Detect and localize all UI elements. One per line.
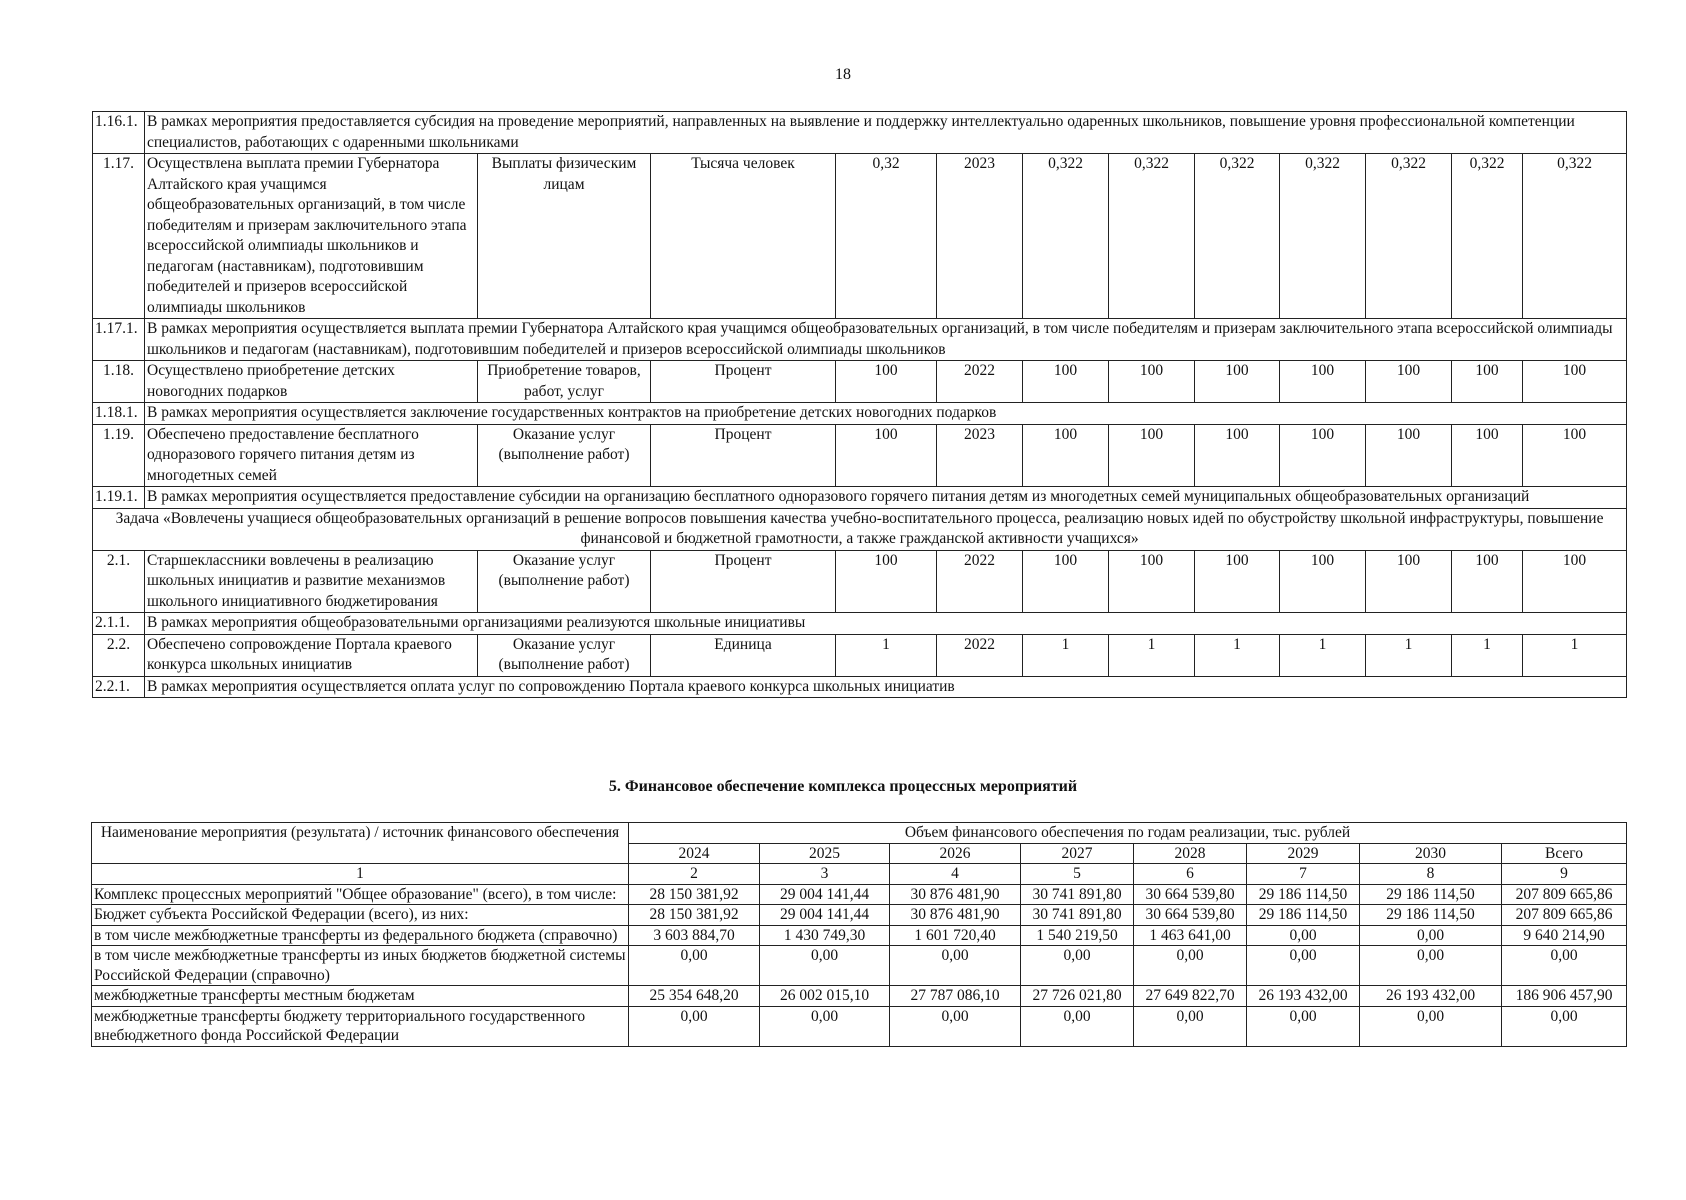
year-header: 2025 [760, 843, 890, 864]
row-number: 2.2. [93, 634, 145, 676]
year-value: 100 [1523, 424, 1627, 487]
total-header: Всего [1502, 843, 1627, 864]
unit-of-measure: Тысяча человек [651, 154, 836, 319]
financing-amount: 28 150 381,92 [629, 905, 760, 926]
unit-of-measure: Единица [651, 634, 836, 676]
measure-description: В рамках мероприятия осуществляется выплата премии Губернатора Алтайского края учащимся общеобразовательных организаций, в том числе победителям и призерам заключительного этапа всероссийской олимпиады школьников и педагогам (наставникам), подготовившим победителей и призеров всероссийской олимпиады школьников [145, 319, 1627, 361]
financing-source: Бюджет субъекта Российской Федерации (всего), из них: [92, 905, 629, 926]
year-value: 0,322 [1195, 154, 1280, 319]
year-value: 100 [1366, 550, 1452, 613]
measure-description-row [93, 403, 1627, 425]
row-number: 1.19. [93, 424, 145, 487]
column-number: 6 [1134, 864, 1247, 885]
year-header: 2030 [1360, 843, 1502, 864]
financing-amount: 27 726 021,80 [1021, 986, 1134, 1007]
year-value: 100 [1452, 550, 1523, 613]
base-year: 2023 [937, 154, 1023, 319]
financing-amount: 30 876 481,90 [890, 905, 1021, 926]
result-name: Обеспечено предоставление бесплатного одноразового горячего питания детям из многодетных семей [145, 424, 478, 487]
financing-source: межбюджетные трансферты местным бюджетам [92, 986, 629, 1007]
financing-amount: 0,00 [629, 1006, 760, 1046]
year-value: 100 [1452, 361, 1523, 403]
measure-description-row [93, 112, 1627, 154]
financing-row [92, 1006, 1627, 1046]
measure-description-row [93, 319, 1627, 361]
measure-description: В рамках мероприятия осуществляется предоставление субсидии на организацию бесплатного одноразового горячего питания детям из многодетных семей муниципальных общеобразовательных организаций [145, 487, 1627, 509]
financing-amount: 0,00 [1247, 1006, 1360, 1046]
year-value: 100 [1523, 361, 1627, 403]
year-value: 100 [1452, 424, 1523, 487]
financing-source: в том числе межбюджетные трансферты из федерального бюджета (справочно) [92, 925, 629, 946]
year-value: 100 [1109, 361, 1195, 403]
year-value: 1 [1452, 634, 1523, 676]
financing-amount: 30 664 539,80 [1134, 905, 1247, 926]
financing-row [92, 884, 1627, 905]
financing-amount: 29 186 114,50 [1247, 884, 1360, 905]
year-value: 1 [1280, 634, 1366, 676]
row-number: 1.17. [93, 154, 145, 319]
financing-total: 0,00 [1502, 1006, 1627, 1046]
financing-header-name: Наименование мероприятия (результата) / источник финансового обеспечения [92, 823, 629, 864]
column-number: 1 [92, 864, 629, 885]
column-number: 3 [760, 864, 890, 885]
financing-amount: 3 603 884,70 [629, 925, 760, 946]
financing-amount: 26 002 015,10 [760, 986, 890, 1007]
year-value: 1 [1023, 634, 1109, 676]
financing-row [92, 946, 1627, 986]
column-number: 2 [629, 864, 760, 885]
result-type: Приобретение товаров, работ, услуг [478, 361, 651, 403]
financing-source: межбюджетные трансферты бюджету территориального государственного внебюджетного фонда Российской Федерации [92, 1006, 629, 1046]
financing-amount: 29 186 114,50 [1247, 905, 1360, 926]
row-number: 1.17.1. [93, 319, 145, 361]
financing-total: 186 906 457,90 [1502, 986, 1627, 1007]
column-number: 8 [1360, 864, 1502, 885]
measure-description: В рамках мероприятия осуществляется оплата услуг по сопровождению Портала краевого конкурса школьных инициатив [145, 676, 1627, 698]
financing-amount: 1 430 749,30 [760, 925, 890, 946]
financing-amount: 29 186 114,50 [1360, 905, 1502, 926]
column-number: 9 [1502, 864, 1627, 885]
year-value: 100 [1366, 361, 1452, 403]
financing-total: 9 640 214,90 [1502, 925, 1627, 946]
year-header: 2026 [890, 843, 1021, 864]
financing-amount: 0,00 [1360, 946, 1502, 986]
row-number: 2.1. [93, 550, 145, 613]
measure-description: В рамках мероприятия предоставляется субсидия на проведение мероприятий, направленных на выявление и поддержку интеллектуально одаренных школьников, повышение уровня профессиональной компетенции специалистов, работающих с одаренными школьниками [145, 112, 1627, 154]
year-header: 2028 [1134, 843, 1247, 864]
financing-amount: 29 004 141,44 [760, 884, 890, 905]
financing-amount: 0,00 [890, 1006, 1021, 1046]
result-type: Оказание услуг (выполнение работ) [478, 550, 651, 613]
financing-amount: 0,00 [1360, 1006, 1502, 1046]
financing-source: Комплекс процессных мероприятий "Общее образование" (всего), в том числе: [92, 884, 629, 905]
financing-amount: 0,00 [1360, 925, 1502, 946]
year-value: 100 [1023, 424, 1109, 487]
year-value: 100 [1523, 550, 1627, 613]
financing-amount: 0,00 [1134, 1006, 1247, 1046]
result-row [93, 361, 1627, 403]
year-value: 0,322 [1109, 154, 1195, 319]
measure-description: В рамках мероприятия общеобразовательными организациями реализуются школьные инициативы [145, 613, 1627, 635]
financing-source: в том числе межбюджетные трансферты из иных бюджетов бюджетной системы Российской Федерации (справочно) [92, 946, 629, 986]
section-title: 5. Финансовое обеспечение комплекса процессных мероприятий [608, 778, 1078, 795]
base-value: 100 [836, 550, 937, 613]
year-value: 100 [1366, 424, 1452, 487]
financing-table [91, 822, 1627, 1047]
measure-description-row [93, 613, 1627, 635]
financing-amount: 27 787 086,10 [890, 986, 1021, 1007]
unit-of-measure: Процент [651, 550, 836, 613]
measure-description-row [93, 676, 1627, 698]
year-value: 1 [1195, 634, 1280, 676]
measure-description-row [93, 487, 1627, 509]
year-value: 1 [1109, 634, 1195, 676]
column-number: 4 [890, 864, 1021, 885]
row-number: 2.2.1. [93, 676, 145, 698]
base-year: 2022 [937, 634, 1023, 676]
financing-row [92, 925, 1627, 946]
result-name: Осуществлена выплата премии Губернатора Алтайского края учащимся общеобразовательных организаций, в том числе победителям и призерам заключительного этапа всероссийской олимпиады школьников и педагогам (наставникам), подготовившим победителей и призеров всероссийской олимпиады школьников [145, 154, 478, 319]
base-value: 0,32 [836, 154, 937, 319]
row-number: 1.18. [93, 361, 145, 403]
year-header: 2024 [629, 843, 760, 864]
year-value: 0,322 [1452, 154, 1523, 319]
financing-amount: 0,00 [629, 946, 760, 986]
base-value: 100 [836, 361, 937, 403]
financing-amount: 29 004 141,44 [760, 905, 890, 926]
financing-total: 207 809 665,86 [1502, 905, 1627, 926]
financing-amount: 0,00 [760, 946, 890, 986]
indicators-table [92, 111, 1627, 698]
year-value: 0,322 [1366, 154, 1452, 319]
base-year: 2023 [937, 424, 1023, 487]
year-value: 100 [1280, 361, 1366, 403]
financing-amount: 1 601 720,40 [890, 925, 1021, 946]
year-value: 100 [1109, 550, 1195, 613]
year-value: 100 [1195, 550, 1280, 613]
result-type: Оказание услуг (выполнение работ) [478, 424, 651, 487]
financing-amount: 26 193 432,00 [1360, 986, 1502, 1007]
financing-total: 0,00 [1502, 946, 1627, 986]
page-number: 18 [835, 66, 851, 83]
row-number: 1.18.1. [93, 403, 145, 425]
financing-amount: 26 193 432,00 [1247, 986, 1360, 1007]
financing-amount: 0,00 [1021, 1006, 1134, 1046]
base-value: 100 [836, 424, 937, 487]
financing-amount: 0,00 [1247, 925, 1360, 946]
year-value: 100 [1195, 424, 1280, 487]
financing-amount: 30 664 539,80 [1134, 884, 1247, 905]
column-number: 7 [1247, 864, 1360, 885]
result-name: Осуществлено приобретение детских новогодних подарков [145, 361, 478, 403]
result-type: Оказание услуг (выполнение работ) [478, 634, 651, 676]
year-value: 100 [1109, 424, 1195, 487]
financing-amount: 29 186 114,50 [1360, 884, 1502, 905]
task-title: Задача «Вовлечены учащиеся общеобразовательных организаций в решение вопросов повышения качества учебно-воспитательного процесса, реализацию новых идей по обустройству школьной инфраструктуры, повышение финансовой и бюджетной грамотности, а также гражданской активности учащихся» [93, 508, 1627, 550]
financing-row [92, 986, 1627, 1007]
year-value: 100 [1280, 424, 1366, 487]
financing-amount: 30 876 481,90 [890, 884, 1021, 905]
base-year: 2022 [937, 550, 1023, 613]
financing-amount: 30 741 891,80 [1021, 884, 1134, 905]
unit-of-measure: Процент [651, 424, 836, 487]
year-value: 1 [1523, 634, 1627, 676]
financing-total: 207 809 665,86 [1502, 884, 1627, 905]
financing-amount: 0,00 [760, 1006, 890, 1046]
row-number: 2.1.1. [93, 613, 145, 635]
year-header: 2029 [1247, 843, 1360, 864]
financing-header-volume: Объем финансового обеспечения по годам реализации, тыс. рублей [629, 823, 1627, 844]
row-number: 1.19.1. [93, 487, 145, 509]
year-header: 2027 [1021, 843, 1134, 864]
base-value: 1 [836, 634, 937, 676]
year-value: 1 [1366, 634, 1452, 676]
financing-amount: 27 649 822,70 [1134, 986, 1247, 1007]
unit-of-measure: Процент [651, 361, 836, 403]
financing-amount: 28 150 381,92 [629, 884, 760, 905]
year-value: 0,322 [1023, 154, 1109, 319]
year-value: 0,322 [1280, 154, 1366, 319]
task-row [93, 508, 1627, 550]
financing-amount: 0,00 [1134, 946, 1247, 986]
base-year: 2022 [937, 361, 1023, 403]
financing-amount: 0,00 [1247, 946, 1360, 986]
year-value: 0,322 [1523, 154, 1627, 319]
result-row [93, 550, 1627, 613]
financing-header-row [92, 823, 1627, 844]
financing-amount: 0,00 [890, 946, 1021, 986]
result-name: Обеспечено сопровождение Портала краевого конкурса школьных инициатив [145, 634, 478, 676]
year-value: 100 [1280, 550, 1366, 613]
result-name: Старшеклассники вовлечены в реализацию школьных инициатив и развитие механизмов школьного инициативного бюджетирования [145, 550, 478, 613]
financing-amount: 1 463 641,00 [1134, 925, 1247, 946]
financing-amount: 1 540 219,50 [1021, 925, 1134, 946]
result-row [93, 424, 1627, 487]
result-type: Выплаты физическим лицам [478, 154, 651, 319]
year-value: 100 [1195, 361, 1280, 403]
year-value: 100 [1023, 361, 1109, 403]
column-numbers-row [92, 864, 1627, 885]
measure-description: В рамках мероприятия осуществляется заключение государственных контрактов на приобретение детских новогодних подарков [145, 403, 1627, 425]
financing-amount: 0,00 [1021, 946, 1134, 986]
financing-amount: 25 354 648,20 [629, 986, 760, 1007]
financing-row [92, 905, 1627, 926]
row-number: 1.16.1. [93, 112, 145, 154]
result-row [93, 634, 1627, 676]
result-row [93, 154, 1627, 319]
year-value: 100 [1023, 550, 1109, 613]
column-number: 5 [1021, 864, 1134, 885]
financing-amount: 30 741 891,80 [1021, 905, 1134, 926]
